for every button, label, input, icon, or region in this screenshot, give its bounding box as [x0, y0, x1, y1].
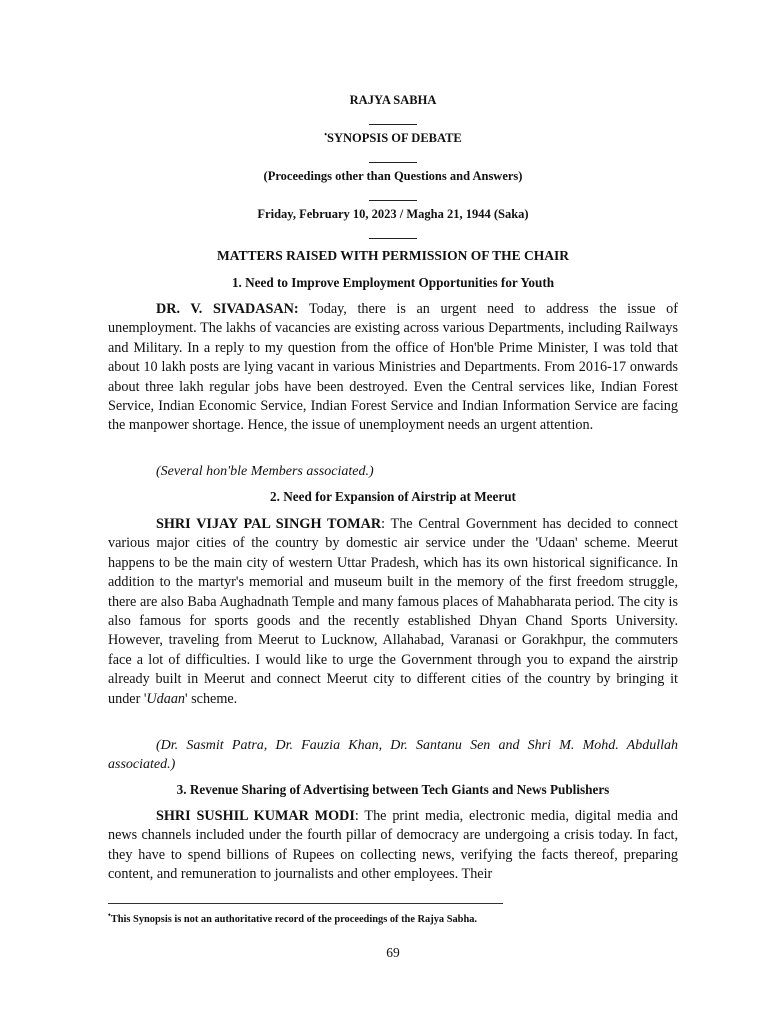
item-1-paragraph: [108, 300, 678, 436]
footnote-marker-bottom: •: [108, 910, 111, 920]
item-1-associated: (Several hon'ble Members associated.): [156, 464, 374, 479]
item-2-paragraph: [108, 515, 678, 709]
item-2-text-em: Udaan: [146, 690, 186, 707]
item-2-speaker: SHRI VIJAY PAL SINGH TOMAR: [156, 516, 382, 532]
item-2-text-b: ' scheme.: [185, 690, 238, 707]
synopsis-title: [108, 131, 678, 146]
footnote-marker: •: [324, 129, 328, 139]
item-3-speaker: SHRI SUSHIL KUMAR MODI: [156, 808, 355, 824]
proceedings-rule: [369, 200, 417, 201]
house-title: RAJYA SABHA: [349, 93, 437, 107]
debate-date: Friday, February 10, 2023 / Magha 21, 1944 (Saka): [257, 207, 529, 221]
item-3-paragraph: [108, 807, 678, 885]
footnote-text: This Synopsis is not an authoritative record of the proceedings of the Rajya Sabha.: [110, 914, 478, 925]
proceedings-subtitle: (Proceedings other than Questions and Answers): [263, 169, 523, 183]
footnote-rule: [108, 903, 503, 904]
item-1-speaker: DR. V. SIVADASAN:: [156, 301, 299, 317]
item-3-text: : The print media, electronic media, digital media and news channels included under the fourth pillar of democracy are undergoing a crisis today. In fact, they have to spend billions of Rupees on collecting news, verifying the facts thereof, preparing content, and remuneration to journalists and other employees. Their: [108, 808, 678, 883]
page-number: 69: [386, 945, 400, 960]
title-rule: [369, 124, 417, 125]
footnote: [108, 910, 678, 925]
item-1-heading: 1. Need to Improve Employment Opportunities for Youth: [231, 275, 555, 290]
item-3-heading: 3. Revenue Sharing of Advertising between Tech Giants and News Publishers: [176, 782, 610, 797]
section-title: MATTERS RAISED WITH PERMISSION OF THE CHAIR: [216, 248, 570, 263]
date-rule: [369, 238, 417, 239]
item-1-text: Today, there is an urgent need to address the issue of unemployment. The lakhs of vacancies are existing across various Departments, including Railways and Military. In a reply to my question from the office of Hon'ble Prime Minister, I was told that about 10 lakh posts are lying vacant in various Ministries and Departments. From 2016-17 onwards about three lakh regular jobs have been destroyed. Even the Central services like, Indian Forest Service, Indian Economic Service, Indian Forest Service and Indian Information Service are facing the manpower shortage. Hence, the issue of unemployment needs an urgent attention.: [108, 301, 678, 434]
item-2-heading: 2. Need for Expansion of Airstrip at Meerut: [270, 489, 516, 504]
item-2-text-a: : The Central Government has decided to connect various major cities of the country by domestic air service under the 'Udaan' scheme. Meerut happens to be the main city of western Uttar Pradesh, which has its own historical significance. In addition to the martyr's memorial and museum built in the memory of the first freedom struggle, there are also Baba Aughadnath Temple and many famous places of Mahabharata period. The city is also famous for sports goods and the recently established Dhyan Chand Sports University. However, traveling from Meerut to Lucknow, Allahabad, Varanasi or Gorakhpur, the commuters face a lot of difficulties. I would like to urge the Government through you to expand the airstrip already built in Meerut and connect Meerut city to different cities of the country by bringing it under ': [108, 516, 678, 707]
synopsis-rule: [369, 162, 417, 163]
item-2-associated: (Dr. Sasmit Patra, Dr. Fauzia Khan, Dr. Santanu Sen and Shri M. Mohd. Abdullah associated.): [108, 738, 678, 773]
synopsis-title-text: SYNOPSIS OF DEBATE: [327, 131, 462, 145]
